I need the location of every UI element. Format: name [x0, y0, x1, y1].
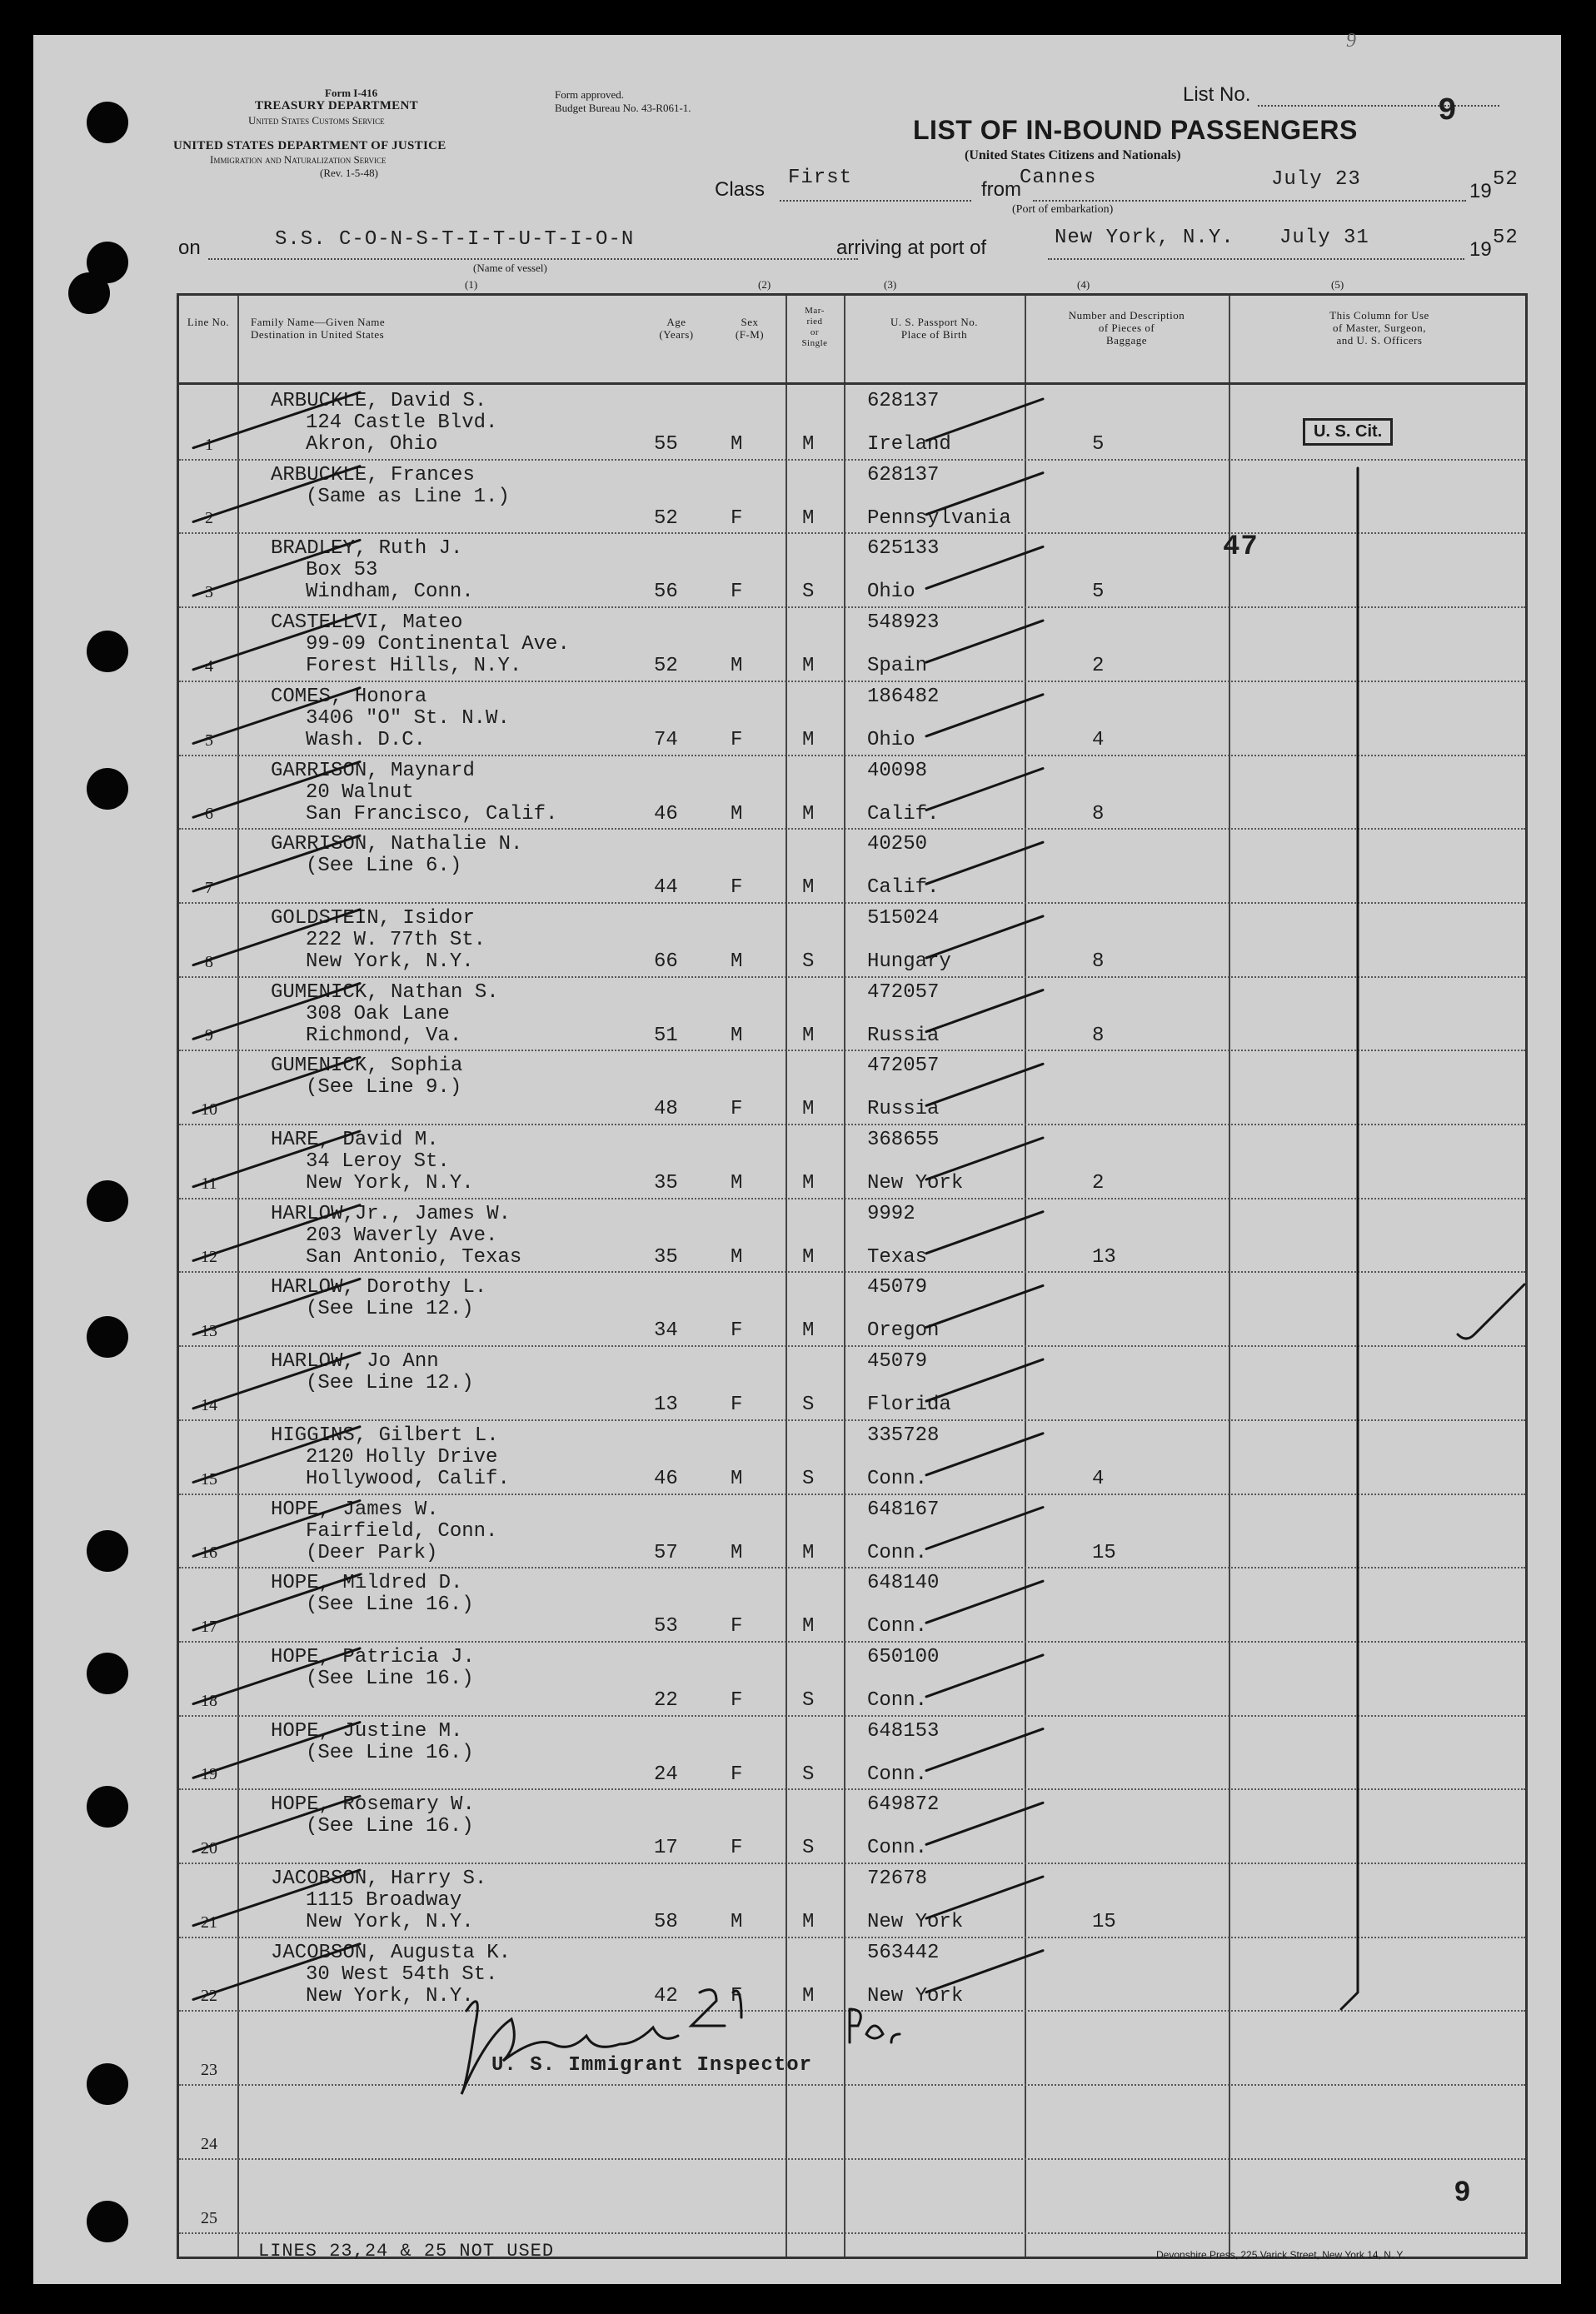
- place-of-birth: Conn.: [867, 1615, 928, 1638]
- passenger-name: HIGGINS, Gilbert L.: [271, 1424, 499, 1447]
- passenger-sex: M: [731, 802, 743, 825]
- row-divider: [179, 1641, 1525, 1643]
- passport-number: 472057: [867, 980, 940, 1004]
- passenger-age: 66: [654, 950, 678, 973]
- baggage-count: 4: [1092, 728, 1105, 751]
- punch-hole: [87, 2201, 128, 2242]
- punch-hole: [87, 1653, 128, 1694]
- destination-line-1: 99-09 Continental Ave.: [306, 633, 570, 656]
- row-divider: [179, 681, 1525, 682]
- passport-number: 9992: [867, 1202, 915, 1225]
- punch-hole: [87, 1786, 128, 1828]
- passenger-sex: M: [731, 1172, 743, 1194]
- passenger-age: 24: [654, 1763, 678, 1786]
- passport-number: 563442: [867, 1941, 940, 1964]
- destination-line-2: New York, N.Y.: [306, 1911, 474, 1933]
- marital-status: S: [802, 1837, 815, 1860]
- passenger-sex: M: [731, 950, 743, 973]
- line-number: 11: [201, 1174, 217, 1193]
- embark-year: 52: [1493, 168, 1519, 191]
- passenger-name: HOPE, Patricia J.: [271, 1645, 475, 1668]
- passenger-name: HOPE, James W.: [271, 1498, 439, 1521]
- ins-service: Immigration and Naturalization Service: [210, 153, 387, 166]
- marital-status: M: [802, 1615, 815, 1638]
- passenger-age: 51: [654, 1024, 678, 1047]
- year-prefix: 19: [1469, 180, 1492, 202]
- baggage-count: 15: [1092, 1911, 1116, 1933]
- row-divider: [179, 1345, 1525, 1347]
- line-number: 23: [201, 2061, 217, 2080]
- punch-hole: [87, 1530, 128, 1572]
- row-divider: [179, 1419, 1525, 1421]
- marital-status: M: [802, 433, 815, 456]
- passenger-sex: M: [731, 1245, 743, 1269]
- marital-status: S: [802, 581, 815, 604]
- marital-status: M: [802, 506, 815, 530]
- line-number: 17: [201, 1617, 217, 1636]
- col-num-2: (2): [758, 278, 771, 291]
- passenger-name: HARLOW, Dorothy L.: [271, 1276, 487, 1299]
- class-label: Class: [715, 178, 766, 201]
- line-number: 9: [205, 1026, 213, 1045]
- destination-line-1: 308 Oak Lane: [306, 1002, 450, 1025]
- place-of-birth: Ohio: [867, 581, 915, 604]
- budget-bureau: Budget Bureau No. 43-R061-1.: [555, 102, 691, 114]
- passport-number: 72678: [867, 1868, 928, 1890]
- passenger-sex: F: [731, 1984, 743, 2007]
- marital-status: S: [802, 1467, 815, 1490]
- destination-line-1: 222 W. 77th St.: [306, 928, 486, 951]
- customs-service: United States Customs Service: [248, 114, 385, 127]
- row-divider: [179, 2158, 1525, 2160]
- destination-line-1: 34 Leroy St.: [306, 1150, 450, 1173]
- passenger-age: 55: [654, 433, 678, 456]
- class-value: First: [788, 167, 853, 189]
- vessel-name: S.S. C-O-N-S-T-I-T-U-T-I-O-N: [275, 228, 635, 251]
- destination-line-2: New York, N.Y.: [306, 950, 474, 973]
- marital-status: M: [802, 802, 815, 825]
- place-of-birth: Calif.: [867, 802, 940, 825]
- header-married: Mar- ried or Single: [801, 306, 828, 348]
- line-number: 8: [205, 952, 213, 971]
- destination-line-2: (Deer Park): [306, 1541, 438, 1564]
- row-divider: [179, 1271, 1525, 1273]
- destination-line-1: (See Line 12.): [306, 1372, 474, 1395]
- marital-status: S: [802, 1394, 815, 1417]
- line-number: 13: [201, 1322, 217, 1341]
- port-caption: (Port of embarkation): [1012, 203, 1114, 216]
- header-line-no: Line No.: [187, 316, 230, 328]
- place-of-birth: Hungary: [867, 950, 951, 973]
- baggage-count: 2: [1092, 1172, 1105, 1194]
- place-of-birth: Oregon: [867, 1319, 940, 1343]
- line-number: 21: [201, 1913, 217, 1932]
- baggage-count: 5: [1092, 433, 1105, 456]
- baggage-count: 13: [1092, 1245, 1116, 1269]
- passenger-name: COMES, Honora: [271, 685, 427, 708]
- embark-date: July 23: [1271, 168, 1361, 191]
- passport-number: 335728: [867, 1424, 940, 1447]
- line-number: 18: [201, 1691, 217, 1710]
- place-of-birth: Conn.: [867, 1688, 928, 1712]
- row-divider: [179, 2084, 1525, 2086]
- destination-line-2: San Antonio, Texas: [306, 1245, 522, 1269]
- passport-number: 648153: [867, 1719, 940, 1743]
- form-title: LIST OF IN-BOUND PASSENGERS: [913, 115, 1358, 145]
- place-of-birth: Calif.: [867, 876, 940, 900]
- line-number: 2: [205, 509, 213, 528]
- place-of-birth: Florida: [867, 1394, 951, 1417]
- form-number: Form I-416: [325, 87, 378, 99]
- unused-lines-note: LINES 23,24 & 25 NOT USED: [258, 2241, 555, 2262]
- destination-line-1: (See Line 16.): [306, 1741, 474, 1764]
- passenger-name: GUMENICK, Sophia: [271, 1055, 463, 1078]
- row-divider: [179, 828, 1525, 830]
- header-sex: Sex (F-M): [735, 316, 765, 341]
- col-num-3: (3): [884, 278, 897, 291]
- justice-dept: UNITED STATES DEPARTMENT OF JUSTICE: [173, 139, 446, 152]
- passenger-name: HOPE, Justine M.: [271, 1719, 463, 1743]
- destination-line-1: (See Line 16.): [306, 1593, 474, 1617]
- passenger-sex: F: [731, 1319, 743, 1343]
- passenger-age: 46: [654, 1467, 678, 1490]
- header-baggage: Number and Description of Pieces of Baggage: [1068, 309, 1185, 347]
- passport-number: 649872: [867, 1793, 940, 1817]
- row-divider: [179, 459, 1525, 461]
- passenger-name: JACOBSON, Augusta K.: [271, 1941, 511, 1964]
- punch-hole: [87, 1180, 128, 1222]
- destination-line-2: Richmond, Va.: [306, 1024, 462, 1047]
- row-divider: [179, 902, 1525, 904]
- citizenship-stamp: U. S. Cit.: [1303, 418, 1393, 446]
- passenger-name: HOPE, Mildred D.: [271, 1572, 463, 1595]
- embark-port: Cannes: [1020, 167, 1097, 189]
- place-of-birth: Pennsylvania: [867, 506, 1011, 530]
- passenger-age: 52: [654, 655, 678, 678]
- line-number: 19: [201, 1765, 217, 1784]
- passenger-name: CASTELLVI, Mateo: [271, 611, 463, 635]
- line-number: 20: [201, 1839, 217, 1858]
- destination-line-1: 124 Castle Blvd.: [306, 411, 498, 434]
- line-number: 5: [205, 731, 213, 750]
- form-subtitle: (United States Citizens and Nationals): [965, 148, 1181, 162]
- marital-status: S: [802, 950, 815, 973]
- form-approved: Form approved.: [555, 88, 625, 101]
- place-of-birth: New York: [867, 1984, 964, 2007]
- passenger-sex: M: [731, 433, 743, 456]
- place-of-birth: Russia: [867, 1098, 940, 1121]
- destination-line-2: Windham, Conn.: [306, 581, 474, 604]
- passenger-name: HARLOW,Jr., James W.: [271, 1202, 511, 1225]
- baggage-count: 8: [1092, 950, 1105, 973]
- destination-line-1: 30 West 54th St.: [306, 1962, 498, 1986]
- passport-number: 650100: [867, 1645, 940, 1668]
- destination-line-1: 2120 Holly Drive: [306, 1445, 498, 1469]
- marital-status: M: [802, 1245, 815, 1269]
- header-passport: U. S. Passport No. Place of Birth: [890, 316, 979, 341]
- passenger-sex: F: [731, 581, 743, 604]
- treasury-dept: TREASURY DEPARTMENT: [255, 99, 418, 112]
- passenger-sex: M: [731, 1911, 743, 1933]
- passenger-age: 42: [654, 1984, 678, 2007]
- passenger-age: 44: [654, 876, 678, 900]
- destination-line-2: New York, N.Y.: [306, 1984, 474, 2007]
- passenger-age: 13: [654, 1394, 678, 1417]
- destination-line-2: Akron, Ohio: [306, 433, 438, 456]
- passenger-sex: F: [731, 876, 743, 900]
- line-number: 16: [201, 1543, 217, 1563]
- passenger-name: GARRISON, Nathalie N.: [271, 833, 523, 856]
- row-divider: [179, 606, 1525, 608]
- passenger-sex: F: [731, 1837, 743, 1860]
- passenger-age: 46: [654, 802, 678, 825]
- passport-number: 45079: [867, 1276, 928, 1299]
- col-num-4: (4): [1077, 278, 1090, 291]
- place-of-birth: Ireland: [867, 433, 951, 456]
- vessel-caption: (Name of vessel): [473, 262, 547, 274]
- passport-number: 625133: [867, 537, 940, 561]
- header-name: Family Name—Given Name Destination in United States: [251, 316, 386, 341]
- place-of-birth: Spain: [867, 655, 928, 678]
- marital-status: M: [802, 1024, 815, 1047]
- passenger-sex: M: [731, 1541, 743, 1564]
- passenger-sex: F: [731, 506, 743, 530]
- passenger-name: ARBUCKLE, David S.: [271, 390, 487, 412]
- row-divider: [179, 976, 1525, 978]
- passenger-age: 17: [654, 1837, 678, 1860]
- destination-line-2: Wash. D.C.: [306, 728, 426, 751]
- inspector-title: U. S. Immigrant Inspector: [491, 2054, 813, 2077]
- passenger-age: 35: [654, 1172, 678, 1194]
- line-number: 12: [201, 1248, 217, 1267]
- destination-line-1: (See Line 16.): [306, 1815, 474, 1838]
- passport-number: 186482: [867, 685, 940, 708]
- marital-status: M: [802, 1984, 815, 2007]
- row-divider: [179, 1567, 1525, 1568]
- place-of-birth: New York: [867, 1911, 964, 1933]
- place-of-birth: Conn.: [867, 1541, 928, 1564]
- page-number: 9: [1454, 2176, 1470, 2207]
- passenger-age: 57: [654, 1541, 678, 1564]
- passenger-sex: M: [731, 655, 743, 678]
- passenger-age: 74: [654, 728, 678, 751]
- destination-line-1: Box 53: [306, 559, 378, 582]
- passenger-name: HARLOW, Jo Ann: [271, 1350, 439, 1374]
- passenger-sex: F: [731, 728, 743, 751]
- baggage-count: 2: [1092, 655, 1105, 678]
- revision: (Rev. 1-5-48): [320, 167, 378, 179]
- line-number: 4: [205, 656, 213, 676]
- row-divider: [179, 2010, 1525, 2012]
- line-number: 7: [205, 878, 213, 897]
- row-divider: [179, 1198, 1525, 1199]
- line-number: 15: [201, 1469, 217, 1489]
- destination-line-1: 3406 "O" St. N.W.: [306, 706, 510, 730]
- marital-status: M: [802, 1541, 815, 1564]
- list-number: 9: [1438, 93, 1458, 129]
- row-divider: [179, 1050, 1525, 1051]
- line-number: 1: [205, 435, 213, 454]
- corner-pencil-mark: 9: [1346, 30, 1356, 52]
- place-of-birth: Conn.: [867, 1467, 928, 1490]
- destination-line-1: (Same as Line 1.): [306, 485, 510, 508]
- baggage-count: 4: [1092, 1467, 1105, 1490]
- line-number: 25: [201, 2208, 217, 2227]
- passenger-name: HOPE, Rosemary W.: [271, 1793, 475, 1817]
- destination-line-1: 1115 Broadway: [306, 1889, 462, 1912]
- marital-status: S: [802, 1763, 815, 1786]
- passenger-name: GARRISON, Maynard: [271, 759, 475, 782]
- place-of-birth: Russia: [867, 1024, 940, 1047]
- passenger-name: HARE, David M.: [271, 1129, 439, 1151]
- passport-number: 548923: [867, 611, 940, 635]
- passenger-age: 35: [654, 1245, 678, 1269]
- passport-number: 472057: [867, 1055, 940, 1078]
- passenger-name: JACOBSON, Harry S.: [271, 1868, 487, 1890]
- passport-number: 628137: [867, 390, 940, 412]
- marital-status: S: [802, 1688, 815, 1712]
- punch-hole: [87, 631, 128, 672]
- passenger-name: ARBUCKLE, Frances: [271, 463, 475, 486]
- destination-line-1: (See Line 12.): [306, 1298, 474, 1321]
- passenger-age: 56: [654, 581, 678, 604]
- passenger-sex: F: [731, 1615, 743, 1638]
- destination-line-2: Forest Hills, N.Y.: [306, 655, 522, 678]
- col-num-1: (1): [465, 278, 478, 291]
- header-officers: This Column for Use of Master, Surgeon, and U. S. Officers: [1329, 309, 1429, 347]
- passport-number: 368655: [867, 1129, 940, 1151]
- passenger-age: 48: [654, 1098, 678, 1121]
- destination-line-1: (See Line 16.): [306, 1667, 474, 1690]
- passenger-age: 22: [654, 1688, 678, 1712]
- year-prefix-2: 19: [1469, 238, 1492, 261]
- row-divider: [179, 755, 1525, 756]
- marital-status: M: [802, 876, 815, 900]
- passenger-sex: F: [731, 1763, 743, 1786]
- marital-status: M: [802, 655, 815, 678]
- passenger-name: BRADLEY, Ruth J.: [271, 537, 463, 561]
- baggage-count: 8: [1092, 802, 1105, 825]
- arrival-date: July 31: [1279, 227, 1369, 249]
- passenger-age: 53: [654, 1615, 678, 1638]
- line-number: 24: [201, 2134, 217, 2153]
- passport-number: 40098: [867, 759, 928, 782]
- line-number: 22: [201, 1987, 217, 2006]
- passenger-table: [177, 293, 1528, 2259]
- place-of-birth: New York: [867, 1172, 964, 1194]
- passenger-sex: F: [731, 1098, 743, 1121]
- officer-count: 47: [1223, 531, 1259, 563]
- marital-status: M: [802, 1319, 815, 1343]
- destination-line-1: 203 Waverly Ave.: [306, 1224, 498, 1247]
- from-label: from: [981, 178, 1021, 201]
- punch-hole: [87, 1316, 128, 1358]
- destination-line-1: (See Line 6.): [306, 855, 462, 878]
- manifest-page: [33, 30, 1561, 2284]
- place-of-birth: Conn.: [867, 1763, 928, 1786]
- passenger-age: 52: [654, 506, 678, 530]
- passport-number: 45079: [867, 1350, 928, 1374]
- passport-number: 648167: [867, 1498, 940, 1521]
- passenger-age: 58: [654, 1911, 678, 1933]
- destination-line-1: 20 Walnut: [306, 780, 414, 804]
- arrival-port: New York, N.Y.: [1055, 227, 1234, 249]
- printer-credit: Devonshire Press, 225 Varick Street, New York 14, N. Y.: [1156, 2249, 1405, 2261]
- marital-status: M: [802, 1098, 815, 1121]
- destination-line-1: Fairfield, Conn.: [306, 1519, 498, 1543]
- row-divider: [179, 1494, 1525, 1495]
- baggage-count: 15: [1092, 1541, 1116, 1564]
- passport-number: 628137: [867, 463, 940, 486]
- baggage-count: 5: [1092, 581, 1105, 604]
- marital-status: M: [802, 1172, 815, 1194]
- passenger-name: GUMENICK, Nathan S.: [271, 980, 499, 1004]
- passport-number: 40250: [867, 833, 928, 856]
- row-divider: [179, 1788, 1525, 1790]
- passenger-sex: M: [731, 1024, 743, 1047]
- destination-line-1: (See Line 9.): [306, 1076, 462, 1100]
- marital-status: M: [802, 728, 815, 751]
- passport-number: 515024: [867, 906, 940, 930]
- line-number: 3: [205, 583, 213, 602]
- destination-line-2: New York, N.Y.: [306, 1172, 474, 1194]
- passenger-name: GOLDSTEIN, Isidor: [271, 906, 475, 930]
- col-num-5: (5): [1331, 278, 1344, 291]
- arrival-year: 52: [1493, 227, 1519, 249]
- punch-hole: [68, 272, 110, 314]
- row-divider: [179, 1863, 1525, 1864]
- row-divider: [179, 1124, 1525, 1125]
- place-of-birth: Ohio: [867, 728, 915, 751]
- list-no-label: List No.: [1183, 83, 1251, 106]
- arriving-label: arriving at port of: [836, 237, 987, 259]
- on-label: on: [178, 237, 201, 259]
- header-age: Age (Years): [659, 316, 694, 341]
- line-number: 6: [205, 805, 213, 824]
- place-of-birth: Conn.: [867, 1837, 928, 1860]
- place-of-birth: Texas: [867, 1245, 928, 1269]
- row-divider: [179, 1715, 1525, 1717]
- passport-number: 648140: [867, 1572, 940, 1595]
- marital-status: M: [802, 1911, 815, 1933]
- punch-hole: [87, 102, 128, 143]
- passenger-sex: M: [731, 1467, 743, 1490]
- destination-line-2: San Francisco, Calif.: [306, 802, 558, 825]
- line-number: 10: [201, 1100, 217, 1119]
- line-number: 14: [201, 1395, 217, 1414]
- passenger-sex: F: [731, 1688, 743, 1712]
- punch-hole: [87, 768, 128, 810]
- passenger-sex: F: [731, 1394, 743, 1417]
- destination-line-2: Hollywood, Calif.: [306, 1467, 510, 1490]
- row-divider: [179, 1937, 1525, 1938]
- punch-hole: [87, 2063, 128, 2105]
- row-divider: [179, 532, 1525, 534]
- passenger-age: 34: [654, 1319, 678, 1343]
- row-divider: [179, 2232, 1525, 2234]
- baggage-count: 8: [1092, 1024, 1105, 1047]
